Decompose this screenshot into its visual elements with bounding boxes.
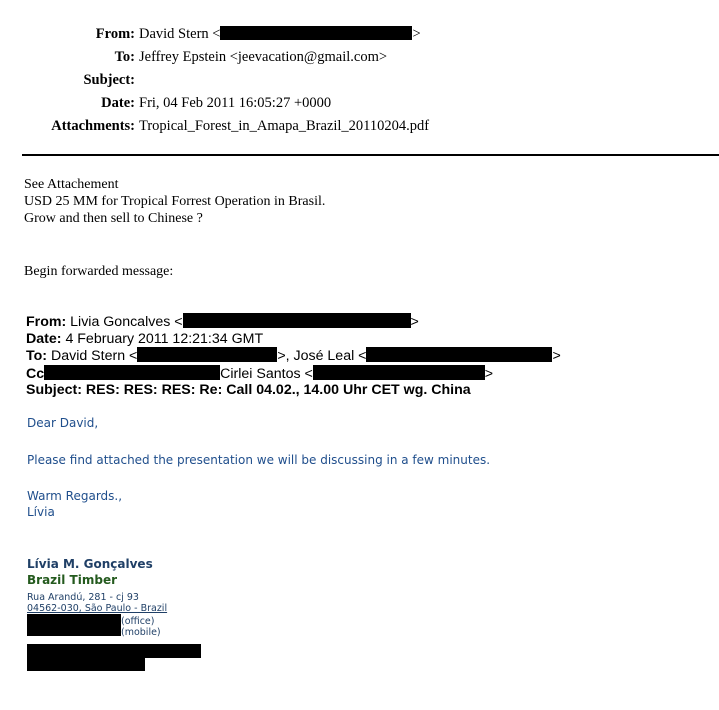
mobile-label: (mobile) bbox=[121, 627, 161, 638]
closing: Warm Regards., bbox=[27, 489, 123, 503]
fwd-cc-row bbox=[26, 365, 561, 383]
from-value bbox=[139, 26, 421, 43]
attachments-label: Attachments: bbox=[51, 118, 135, 134]
redaction-bar bbox=[183, 313, 411, 328]
fwd-to-value: >, José Leal < bbox=[277, 348, 367, 364]
subject-label: Subject: bbox=[83, 72, 135, 88]
fwd-to-close: > bbox=[552, 348, 561, 364]
email-body bbox=[24, 176, 325, 227]
signoff: Lívia bbox=[27, 505, 55, 519]
fwd-subject-label: Subject: bbox=[26, 382, 82, 398]
from-label: From: bbox=[95, 26, 135, 42]
fwd-cc-close: > bbox=[484, 365, 494, 382]
fwd-date-label: Date: bbox=[26, 330, 62, 347]
redaction-bar bbox=[44, 365, 220, 380]
redaction-bar bbox=[27, 614, 121, 625]
redaction-bar bbox=[220, 26, 412, 40]
fwd-to-row bbox=[26, 347, 561, 365]
header-divider bbox=[22, 154, 719, 156]
fwd-from-value: Livia Goncalves < bbox=[70, 314, 183, 330]
email-header bbox=[0, 26, 429, 141]
to-row bbox=[0, 49, 429, 72]
greeting: Dear David, bbox=[27, 416, 99, 430]
forwarded-header bbox=[26, 313, 561, 399]
from-name: David Stern < bbox=[139, 26, 221, 42]
fwd-subject-row bbox=[26, 382, 561, 399]
fwd-from-row bbox=[26, 313, 561, 331]
body-line: Grow and then sell to Chinese ? bbox=[24, 211, 203, 226]
signature-address bbox=[27, 603, 167, 614]
forward-label: Begin forwarded message: bbox=[24, 264, 174, 279]
fwd-cc-value: Cirlei Santos < bbox=[220, 365, 313, 382]
fwd-to-value: David Stern < bbox=[50, 348, 138, 364]
fwd-from-label: From: bbox=[26, 314, 67, 330]
redaction-bar bbox=[366, 347, 552, 362]
redaction-bar bbox=[27, 625, 121, 636]
body-line: See Attachement bbox=[24, 177, 119, 192]
attachment-link[interactable]: Tropical_Forest_in_Amapa_Brazil_20110204.pdf bbox=[139, 118, 430, 134]
to-value: Jeffrey Epstein <jeevacation@gmail.com> bbox=[139, 49, 388, 65]
fwd-from-close: > bbox=[410, 314, 419, 330]
fwd-subject-value: RES: RES: RES: Re: Call 04.02., 14.00 Uhr CET wg. China bbox=[85, 382, 471, 398]
redaction-bar bbox=[27, 644, 201, 658]
redaction-bar bbox=[137, 347, 277, 362]
fwd-date-value: 4 February 2011 12:21:34 GMT bbox=[65, 330, 264, 347]
redaction-bar bbox=[27, 657, 145, 671]
signature-company: Brazil Timber bbox=[27, 573, 117, 587]
signature-name: Lívia M. Gonçalves bbox=[27, 557, 153, 571]
signature-address: Rua Arandú, 281 - cj 93 bbox=[27, 592, 139, 603]
message-text: Please find attached the presentation we will be discussing in a few minutes. bbox=[27, 453, 491, 467]
attachments-row bbox=[0, 118, 429, 141]
fwd-to-label: To: bbox=[26, 348, 48, 364]
signature-address-line: 04562-030, São Paulo - Brazil bbox=[27, 603, 168, 614]
to-label: To: bbox=[114, 49, 135, 65]
date-label: Date: bbox=[101, 95, 135, 111]
fwd-date-row bbox=[26, 331, 561, 348]
redaction-bar bbox=[313, 365, 485, 380]
date-value: Fri, 04 Feb 2011 16:05:27 +0000 bbox=[139, 95, 332, 111]
body-line: USD 25 MM for Tropical Forrest Operation in Brasil. bbox=[24, 194, 326, 209]
office-label: (office) bbox=[121, 616, 155, 627]
from-close: > bbox=[412, 26, 421, 42]
fwd-cc-label: Cc bbox=[26, 365, 45, 382]
signature-mobile bbox=[27, 625, 161, 638]
subject-row bbox=[0, 72, 429, 95]
date-row bbox=[0, 95, 429, 118]
from-row bbox=[0, 26, 429, 49]
